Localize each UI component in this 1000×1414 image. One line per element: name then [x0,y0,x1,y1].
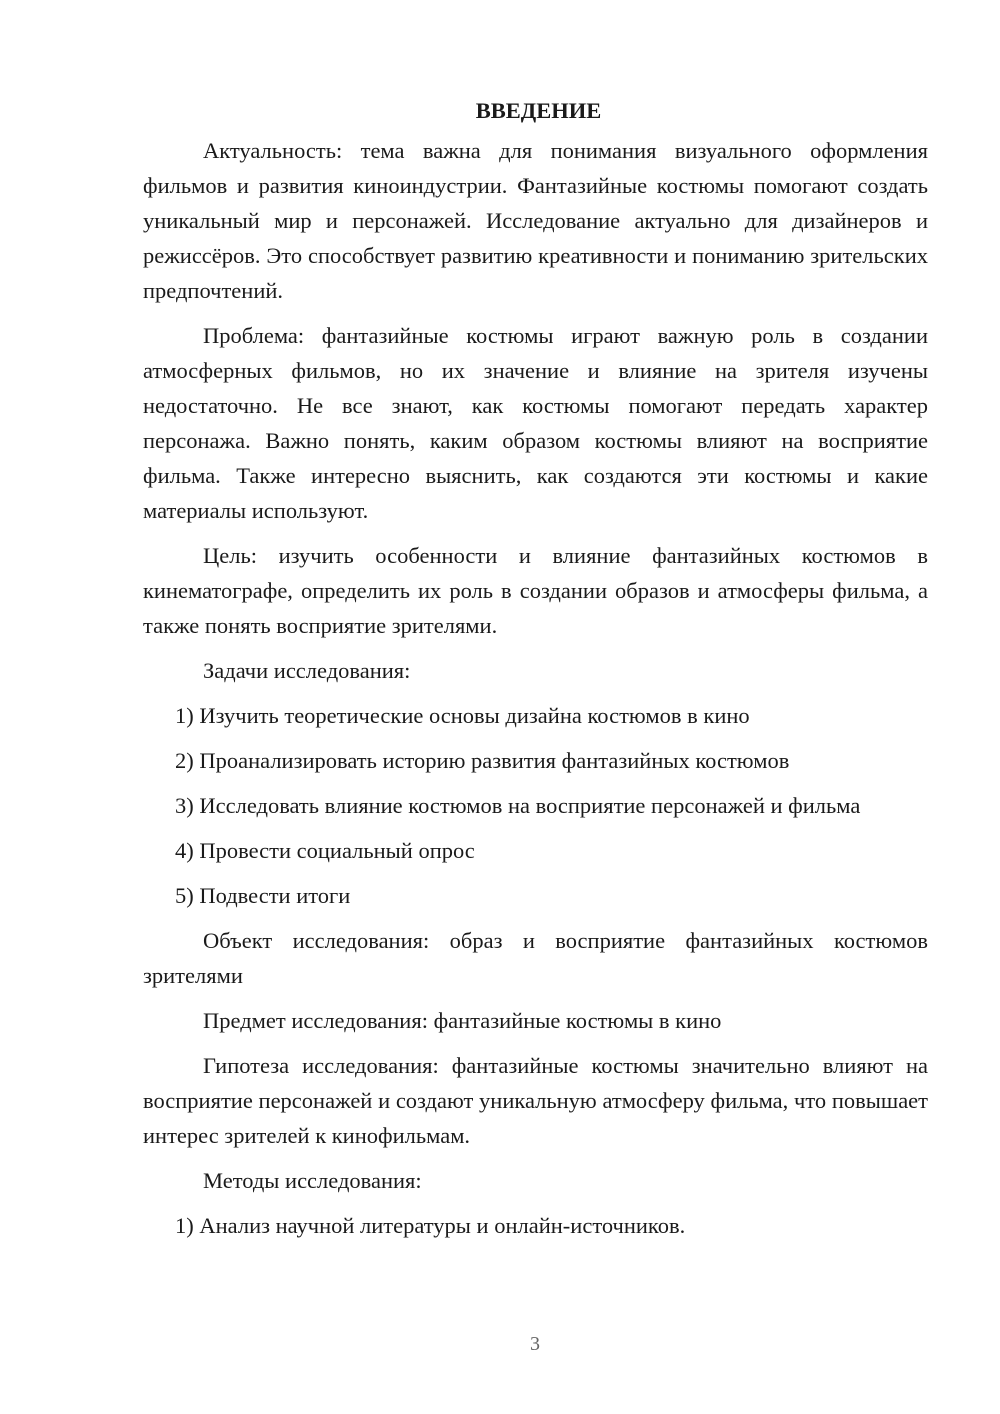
page-content [143,93,928,1253]
method-item-1: 1) Анализ научной литературы и онлайн-источников. [175,1213,686,1238]
task-item-1: 1) Изучить теоретические основы дизайна костюмов в кино [175,703,750,728]
task-item-5: 5) Подвести итоги [175,883,351,908]
subject-paragraph: Предмет исследования: фантазийные костюмы в кино [203,1008,722,1033]
task-item-3: 3) Исследовать влияние костюмов на восприятие персонажей и фильма [175,793,861,818]
task-item-2: 2) Проанализировать историю развития фантазийных костюмов [175,748,790,773]
hypothesis-paragraph: Гипотеза исследования: фантазийные костюмы значительно влияют на восприятие персонажей и создают уникальную атмосферу фильма, что повышает интерес зрителей к кинофильмам. [143,1053,928,1148]
page-number: 3 [530,1333,540,1355]
task-item-4: 4) Провести социальный опрос [175,838,475,863]
tasks-heading: Задачи исследования: [203,658,411,683]
relevance-paragraph: Актуальность: тема важна для понимания визуального оформления фильмов и развития киноиндустрии. Фантазийные костюмы помогают создать уникальный мир и персонажей. Исследование актуально для дизайнеров и режиссёров. Это способствует развитию креативности и пониманию зрительских предпочтений. [143,138,928,303]
methods-heading: Методы исследования: [203,1168,422,1193]
object-paragraph: Объект исследования: образ и восприятие фантазийных костюмов зрителями [143,928,928,988]
problem-paragraph: Проблема: фантазийные костюмы играют важную роль в создании атмосферных фильмов, но их значение и влияние на зрителя изучены недостаточно. Не все знают, как костюмы помогают передать характер персонажа. Важно понять, каким образом костюмы влияют на восприятие фильма. Также интересно выяснить, как создаются эти костюмы и какие материалы используют. [143,323,928,523]
page-title: ВВЕДЕНИЕ [475,98,602,123]
goal-paragraph: Цель: изучить особенности и влияние фантазийных костюмов в кинематографе, определить их роль в создании образов и атмосферы фильма, а также понять восприятие зрителями. [143,543,928,638]
